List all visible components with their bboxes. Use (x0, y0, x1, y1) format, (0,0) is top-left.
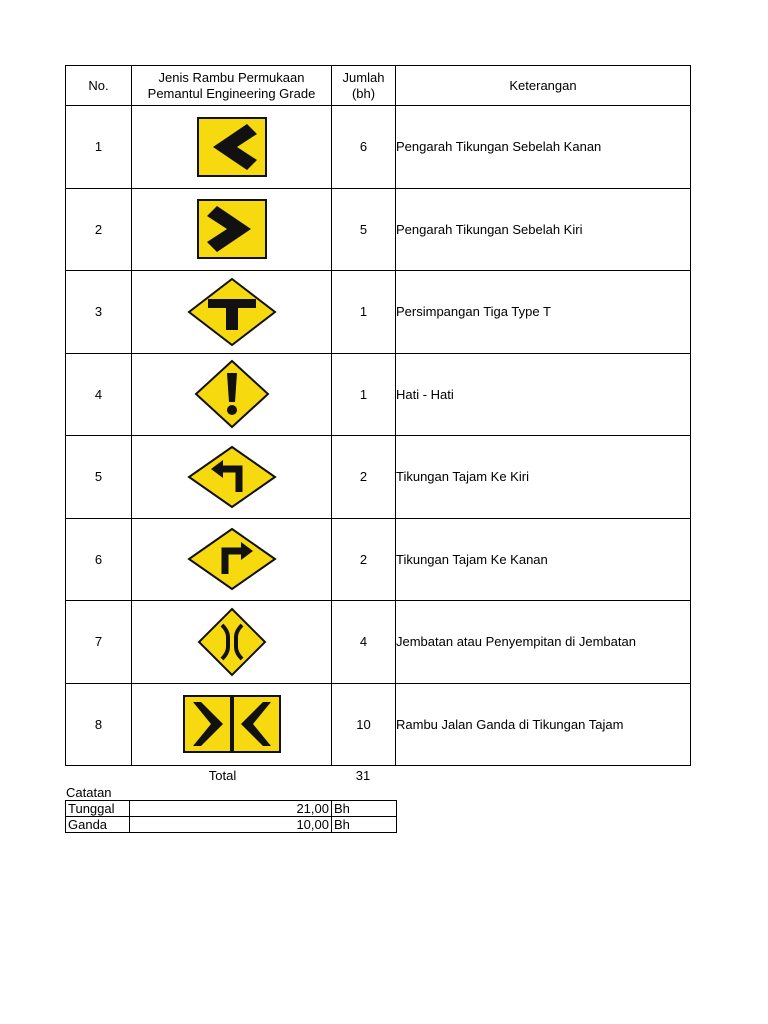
row-no: 3 (66, 271, 132, 354)
row-desc: Rambu Jalan Ganda di Tikungan Tajam (396, 683, 691, 766)
row-no: 8 (66, 683, 132, 766)
row-desc: Tikungan Tajam Ke Kiri (396, 436, 691, 519)
row-sign (132, 683, 332, 766)
row-qty: 2 (332, 436, 396, 519)
row-sign (132, 188, 332, 271)
row-no: 1 (66, 106, 132, 189)
table-row (66, 436, 691, 519)
narrow-bridge-sign-icon (197, 607, 267, 677)
row-sign (132, 436, 332, 519)
row-no: 4 (66, 353, 132, 436)
row-desc: Pengarah Tikungan Sebelah Kiri (396, 188, 691, 271)
sharp-turn-left-sign-icon (187, 445, 277, 509)
table-row (66, 601, 691, 684)
row-desc: Pengarah Tikungan Sebelah Kanan (396, 106, 691, 189)
row-desc: Jembatan atau Penyempitan di Jembatan (396, 601, 691, 684)
double-chevron-sign-icon (183, 695, 281, 753)
header-sign-line1: Jenis Rambu Permukaan (158, 69, 305, 85)
row-sign (132, 601, 332, 684)
table-row (66, 188, 691, 271)
table-row (66, 683, 691, 766)
notes-label: Ganda (66, 817, 130, 833)
row-qty: 1 (332, 353, 396, 436)
row-qty: 1 (332, 271, 396, 354)
table-row (66, 271, 691, 354)
header-qty-line2: (bh) (351, 85, 376, 101)
caution-exclamation-sign-icon (194, 359, 270, 429)
total-label: Total (208, 768, 237, 783)
header-no: No. (66, 66, 132, 106)
row-no: 2 (66, 188, 132, 271)
notes-unit: Bh (332, 801, 397, 817)
row-qty: 10 (332, 683, 396, 766)
notes-title: Catatan (66, 785, 112, 800)
row-desc: Tikungan Tajam Ke Kanan (396, 518, 691, 601)
notes-label: Tunggal (66, 801, 130, 817)
header-sign-type (132, 66, 332, 106)
row-no: 5 (66, 436, 132, 519)
row-no: 6 (66, 518, 132, 601)
total-row (65, 768, 395, 784)
header-qty-line1: Jumlah (342, 69, 385, 85)
table-header-row (66, 66, 691, 106)
total-value: 31 (355, 768, 371, 783)
notes-row (66, 801, 397, 817)
row-qty: 6 (332, 106, 396, 189)
row-no: 7 (66, 601, 132, 684)
row-qty: 5 (332, 188, 396, 271)
row-desc: Persimpangan Tiga Type T (396, 271, 691, 354)
notes-unit: Bh (332, 817, 397, 833)
table-row (66, 106, 691, 189)
notes-value: 21,00 (130, 801, 332, 817)
road-sign-table (65, 65, 691, 766)
notes-row (66, 817, 397, 833)
header-description: Keterangan (396, 66, 691, 106)
row-sign (132, 518, 332, 601)
chevron-right-sign-icon (197, 199, 267, 259)
table-row (66, 353, 691, 436)
header-sign-line2: Pemantul Engineering Grade (147, 85, 316, 101)
table-row (66, 518, 691, 601)
header-quantity (332, 66, 396, 106)
chevron-left-sign-icon (197, 117, 267, 177)
row-desc: Hati - Hati (396, 353, 691, 436)
row-sign (132, 106, 332, 189)
row-sign (132, 353, 332, 436)
row-qty: 4 (332, 601, 396, 684)
row-qty: 2 (332, 518, 396, 601)
sharp-turn-right-sign-icon (187, 527, 277, 591)
t-junction-sign-icon (187, 277, 277, 347)
row-sign (132, 271, 332, 354)
notes-value: 10,00 (130, 817, 332, 833)
notes-table (65, 800, 397, 833)
